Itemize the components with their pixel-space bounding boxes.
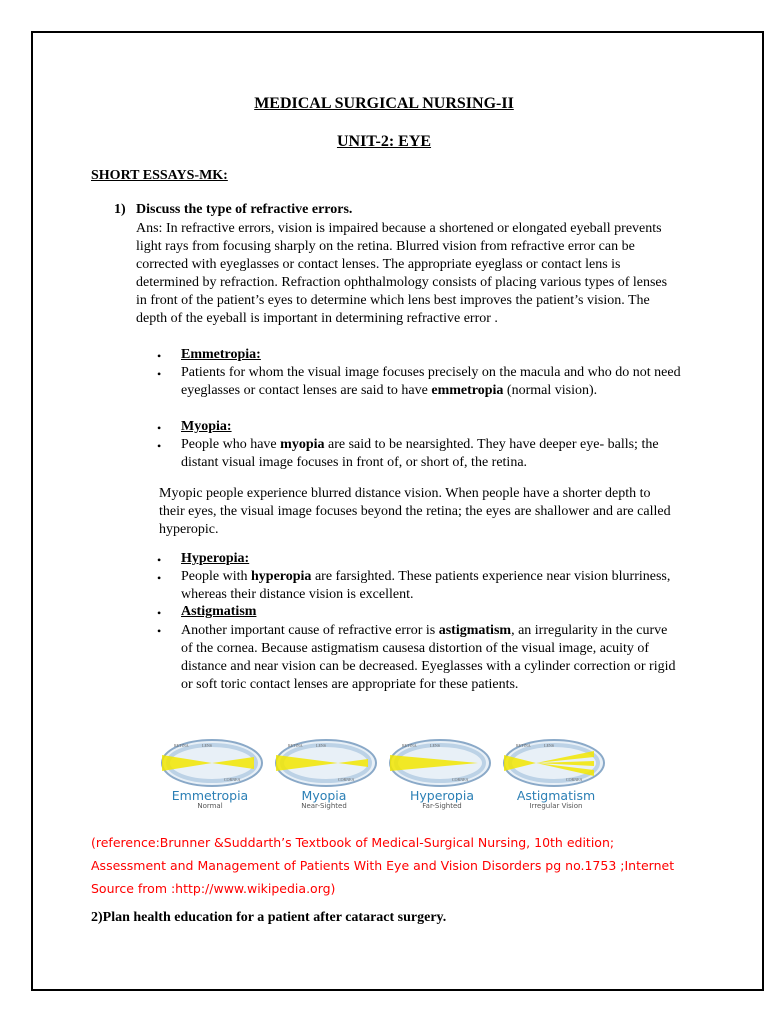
myopia-text: People who have myopia are said to be nearsighted. They have deeper eye- balls; the distant visual image focuses in front of, or short of, the retina. bbox=[181, 437, 659, 470]
bullet: • bbox=[157, 553, 162, 567]
astigmatism-heading: Astigmatism bbox=[181, 604, 257, 619]
hyperopia-figure-sub: Far-Sighted bbox=[422, 802, 462, 810]
lens-label: LENS bbox=[544, 743, 554, 748]
myopia-figure-sub: Near-Sighted bbox=[301, 802, 347, 810]
reference-citation bbox=[91, 831, 691, 900]
retina-label: RETINA bbox=[516, 743, 531, 748]
question-2-text: 2)Plan health education for a patient after cataract surgery. bbox=[91, 910, 447, 925]
emmetropia-figure-sub: Normal bbox=[197, 802, 223, 810]
myopia-figure-label: Myopia bbox=[301, 788, 347, 803]
document-title: MEDICAL SURGICAL NURSING-II bbox=[254, 95, 514, 112]
emmetropia-heading: Emmetropia: bbox=[181, 347, 261, 362]
reference-line-1: (reference:Brunner &Suddarth’s Textbook of Medical-Surgical Nursing, 10th edition; bbox=[91, 835, 615, 850]
astigmatism-text: Another important cause of refractive error is astigmatism, an irregularity in the curve of the cornea. Because astigmatism causesa distortion of the visual image, acuity of distance and near vision can be decreased. Eyeglasses with a cylinder correction or rigid or soft toric contact lenses are appropriate for these patients. bbox=[181, 623, 676, 692]
lens-label: LENS bbox=[202, 743, 212, 748]
retina-label: RETINA bbox=[288, 743, 303, 748]
bullet: • bbox=[157, 606, 162, 620]
bullet: • bbox=[157, 439, 162, 453]
bullet: • bbox=[157, 624, 162, 638]
cornea-label: CORNEA bbox=[452, 777, 469, 782]
bullet: • bbox=[157, 349, 162, 363]
hyperopia-heading: Hyperopia: bbox=[181, 551, 250, 566]
unit-title: UNIT-2: EYE bbox=[336, 133, 432, 150]
lens-label: LENS bbox=[430, 743, 440, 748]
myopia-heading: Myopia: bbox=[181, 419, 232, 434]
cornea-label: CORNEA bbox=[338, 777, 355, 782]
retina-label: RETINA bbox=[402, 743, 417, 748]
hyperopia-text: People with hyperopia are farsighted. These patients experience near vision blurriness, whereas their distance vision is excellent. bbox=[181, 569, 671, 602]
myopia-paragraph: Myopic people experience blurred distance vision. When people have a shorter depth to their eyes, the visual image focuses beyond the retina; the eyes are shallower and are called hyperopic. bbox=[159, 486, 671, 537]
reference-line-3: Source from :http://www.wikipedia.org) bbox=[91, 881, 336, 896]
bullet: • bbox=[157, 571, 162, 585]
question-1-text: Discuss the type of refractive errors. bbox=[136, 202, 353, 217]
emmetropia-text: Patients for whom the visual image focuses precisely on the macula and who do not need eyeglasses or contact lenses are said to have emmetropia (normal vision). bbox=[181, 365, 681, 398]
lens-label: LENS bbox=[316, 743, 326, 748]
question-1-number: 1) bbox=[114, 202, 126, 217]
hyperopia-figure-label: Hyperopia bbox=[409, 788, 474, 803]
retina-label: RETINA bbox=[174, 743, 189, 748]
question-1-answer: Ans: In refractive errors, vision is impaired because a shortened or elongated eyeball prevents light rays from focusing sharply on the retina. Blurred vision from refractive error can be corrected with eyeglasses or contact lenses. The appropriate eyeglass or contact lens is determined by refraction. Refraction ophthalmology consists of placing various types of lenses in front of the patient’s eyes to determine which lens best improves the patient’s vision. The depth of the eyeball is important in determining refractive error . bbox=[136, 221, 668, 326]
astigmatism-figure-label: Astigmatism bbox=[516, 788, 596, 803]
section-heading: SHORT ESSAYS-MK: bbox=[91, 168, 228, 183]
bullet: • bbox=[157, 421, 162, 435]
bullet: • bbox=[157, 367, 162, 381]
emmetropia-figure-label: Emmetropia bbox=[171, 788, 249, 803]
cornea-label: CORNEA bbox=[566, 777, 583, 782]
cornea-label: CORNEA bbox=[224, 777, 241, 782]
astigmatism-figure-sub: Irregular Vision bbox=[529, 802, 583, 810]
reference-line-2: Assessment and Management of Patients With Eye and Vision Disorders pg no.1753 ;Internet bbox=[91, 858, 675, 873]
